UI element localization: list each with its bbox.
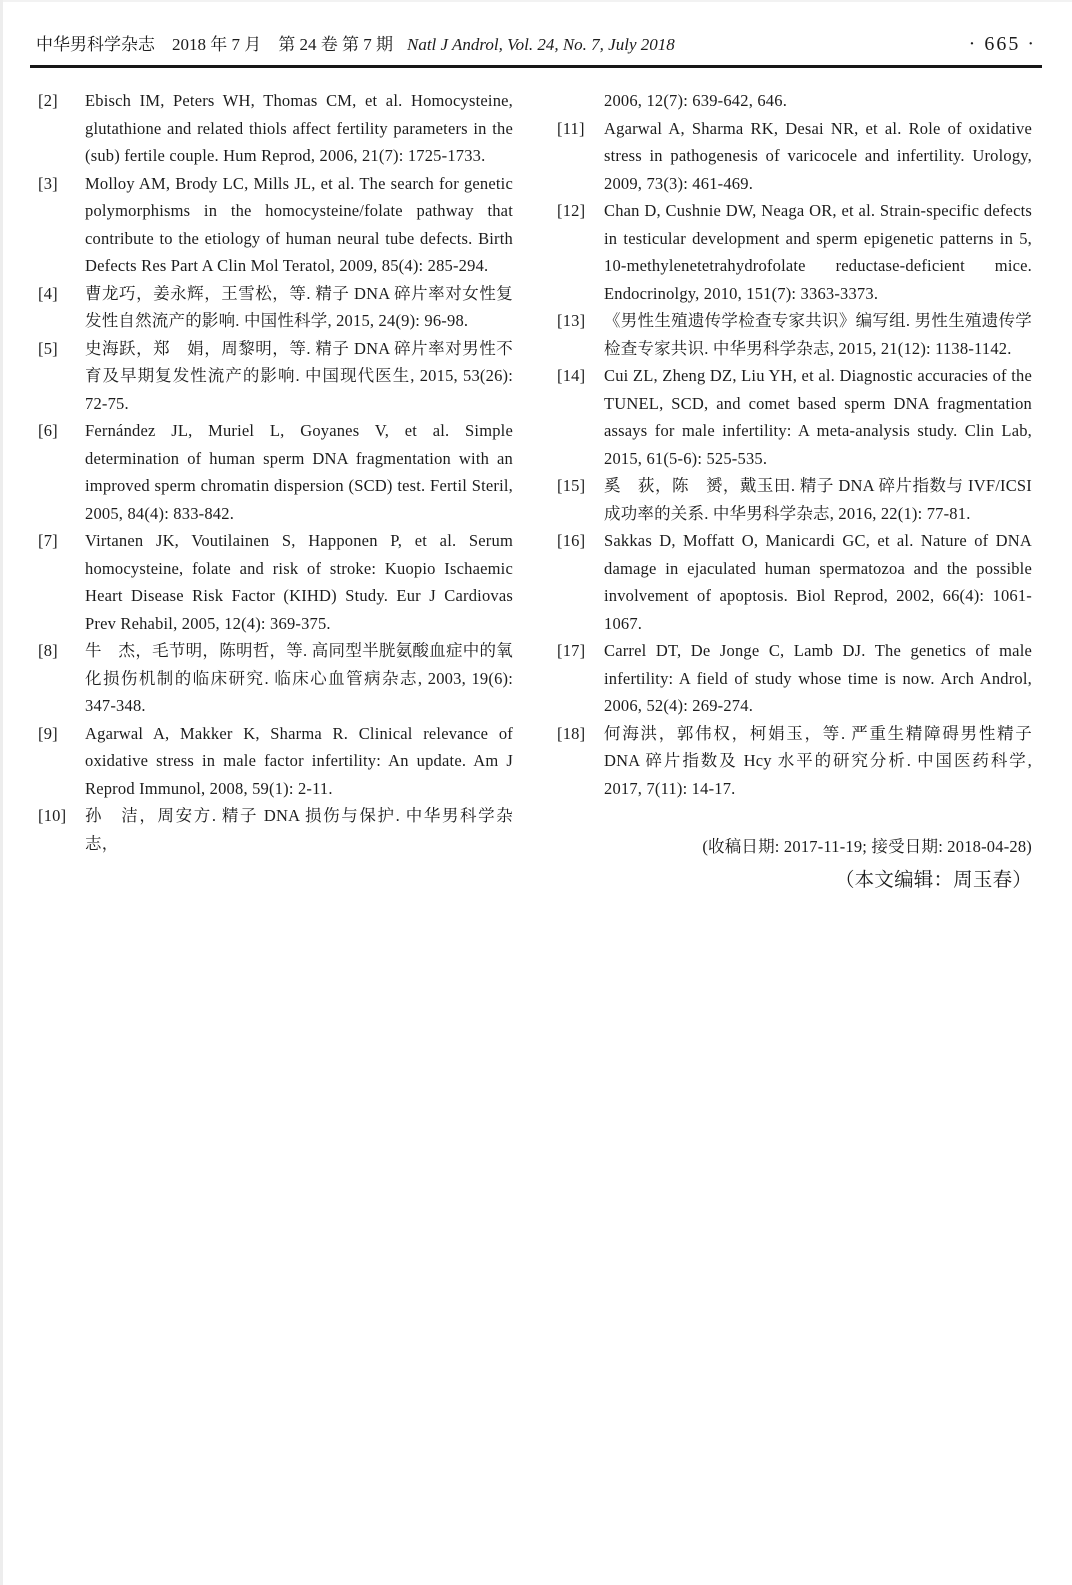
reference-item [38,335,513,418]
reference-text: 史海跃，郑 娟，周黎明，等. 精子 DNA 碎片率对男性不育及早期复发性流产的影响. 中国现代医生, 2015, 53(26): 72-75. [85,338,513,413]
reference-item [38,637,513,720]
reference-label: [13] [557,311,586,330]
reference-text: 牛 杰，毛节明，陈明哲，等. 高同型半胱氨酸血症中的氧化损伤机制的临床研究. 临床心血管病杂志, 2003, 19(6): 347-348. [85,641,513,715]
reference-item [557,307,1032,362]
journal-title-en: Natl J Androl, Vol. 24, No. 7, July 2018 [407,35,675,54]
reference-label: [5] [38,338,58,358]
received-accepted-dates: (收稿日期: 2017-11-19; 接受日期: 2018-04-28) [702,837,1032,856]
references-right-column [557,87,1032,896]
reference-item [38,720,513,803]
reference-item [38,802,513,857]
reference-continuation [557,87,1032,115]
reference-text: 曹龙巧，姜永辉，王雪松，等. 精子 DNA 碎片率对女性复发性自然流产的影响. 中国性科学, 2015, 24(9): 96-98. [85,283,513,330]
reference-text: Agarwal A, Sharma RK, Desai NR, et al. Role of oxidative stress in pathogenesis of varicocele and infertility. Urology, 2009, 73(3): 461-469. [604,118,1032,193]
reference-label: [17] [557,641,586,660]
reference-item [38,417,513,527]
reference-label: [10] [38,806,67,825]
reference-item [38,170,513,280]
reference-text: 孙 洁，周安方. 精子 DNA 损伤与保护. 中华男科学杂志， [85,806,513,853]
reference-label: [8] [38,641,58,660]
reference-text: Molloy AM, Brody LC, Mills JL, et al. The search for genetic polymorphisms in the homocysteine/folate pathway that contribute to the etiology of human neural tube defects. Birth Defects Res Part A Clin Mol Teratol, 2009, 85(4): 285-294. [85,173,513,275]
reference-text: Sakkas D, Moffatt O, Manicardi GC, et al. Nature of DNA damage in ejaculated human spermatozoa and the possible involvement of apoptosis. Biol Reprod, 2002, 66(4): 1061-1067. [604,531,1032,633]
reference-text: 2006, 12(7): 639-642, 646. [604,91,788,110]
reference-label: [11] [557,118,585,138]
reference-label: [2] [38,91,58,110]
reference-label: [12] [557,201,586,220]
reference-text: Chan D, Cushnie DW, Neaga OR, et al. Strain-specific defects in testicular development and sperm epigenetic patterns in 5, 10-methylenetetrahydrofolate reductase-deficient mice. Endocrinolgy, 2010, 151(7): 3363-3373. [604,201,1032,303]
references-left-column [38,87,513,896]
reference-label: [6] [38,421,58,440]
reference-item [557,115,1032,198]
reference-item [38,280,513,335]
reference-text: 奚 荻，陈 赟，戴玉田. 精子 DNA 碎片指数与 IVF/ICSI 成功率的关系. 中华男科学杂志, 2016, 22(1): 77-81. [604,476,1032,523]
reference-item [38,527,513,637]
reference-item [557,472,1032,527]
reference-item [557,720,1032,803]
reference-text: Carrel DT, De Jonge C, Lamb DJ. The genetics of male infertility: A field of study whose time is now. Arch Androl, 2006, 52(4): 269-274. [604,641,1032,715]
reference-text: Ebisch IM, Peters WH, Thomas CM, et al. Homocysteine, glutathione and related thiols affect fertility parameters in the (sub) fertile couple. Hum Reprod, 2006, 21(7): 1725-1733. [85,91,513,165]
reference-text: Virtanen JK, Voutilainen S, Happonen P, et al. Serum homocysteine, folate and risk of stroke: Kuopio Ischaemic Heart Disease Risk Factor (KIHD) Study. Eur J Cardiovas Prev Rehabil, 2005, 12(4): 369-375. [85,531,513,633]
reference-text: Cui ZL, Zheng DZ, Liu YH, et al. Diagnostic accuracies of the TUNEL, SCD, and comet based sperm DNA fragmentation assays for male infertility: A meta-analysis study. Clin Lab, 2015, 61(5-6): 525-535. [604,366,1032,468]
page-number: · 665 · [968,33,1036,55]
reference-item [557,362,1032,472]
reference-text: Agarwal A, Makker K, Sharma R. Clinical relevance of oxidative stress in male factor infertility: An update. Am J Reprod Immunol, 2008, 59(1): 2-11. [85,723,513,798]
reference-label: [18] [557,723,586,743]
reference-text: Fernández JL, Muriel L, Goyanes V, et al. Simple determination of human sperm DNA fragmentation with an improved sperm chromatin dispersion (SCD) test. Fertil Steril, 2005, 84(4): 833-842. [85,421,513,523]
reference-item [557,197,1032,307]
reference-label: [9] [38,723,58,743]
reference-label: [16] [557,531,586,550]
article-footer [557,833,1032,896]
reference-label: [3] [38,173,58,193]
reference-label: [4] [38,283,58,303]
reference-label: [14] [557,366,586,385]
reference-item [557,637,1032,720]
reference-label: [15] [557,476,586,495]
reference-text: 《男性生殖遗传学检查专家共识》编写组. 男性生殖遗传学检查专家共识. 中华男科学杂志, 2015, 21(12): 1138-1142. [604,311,1032,358]
journal-title-cn: 中华男科学杂志 2018 年 7 月 第 24 卷 第 7 期 [36,35,393,54]
editor-credit: （本文编辑：周玉春） [834,870,1032,891]
page-header [0,0,1072,56]
references-columns [0,68,1072,896]
reference-text: 何海洪，郭伟权，柯娟玉，等. 严重生精障碍男性精子 DNA 碎片指数及 Hcy 水平的研究分析. 中国医药科学, 2017, 7(11): 14-17. [604,723,1032,798]
reference-item [38,87,513,170]
reference-label [557,87,604,115]
journal-masthead [36,30,675,55]
reference-label: [7] [38,531,58,550]
reference-item [557,527,1032,637]
